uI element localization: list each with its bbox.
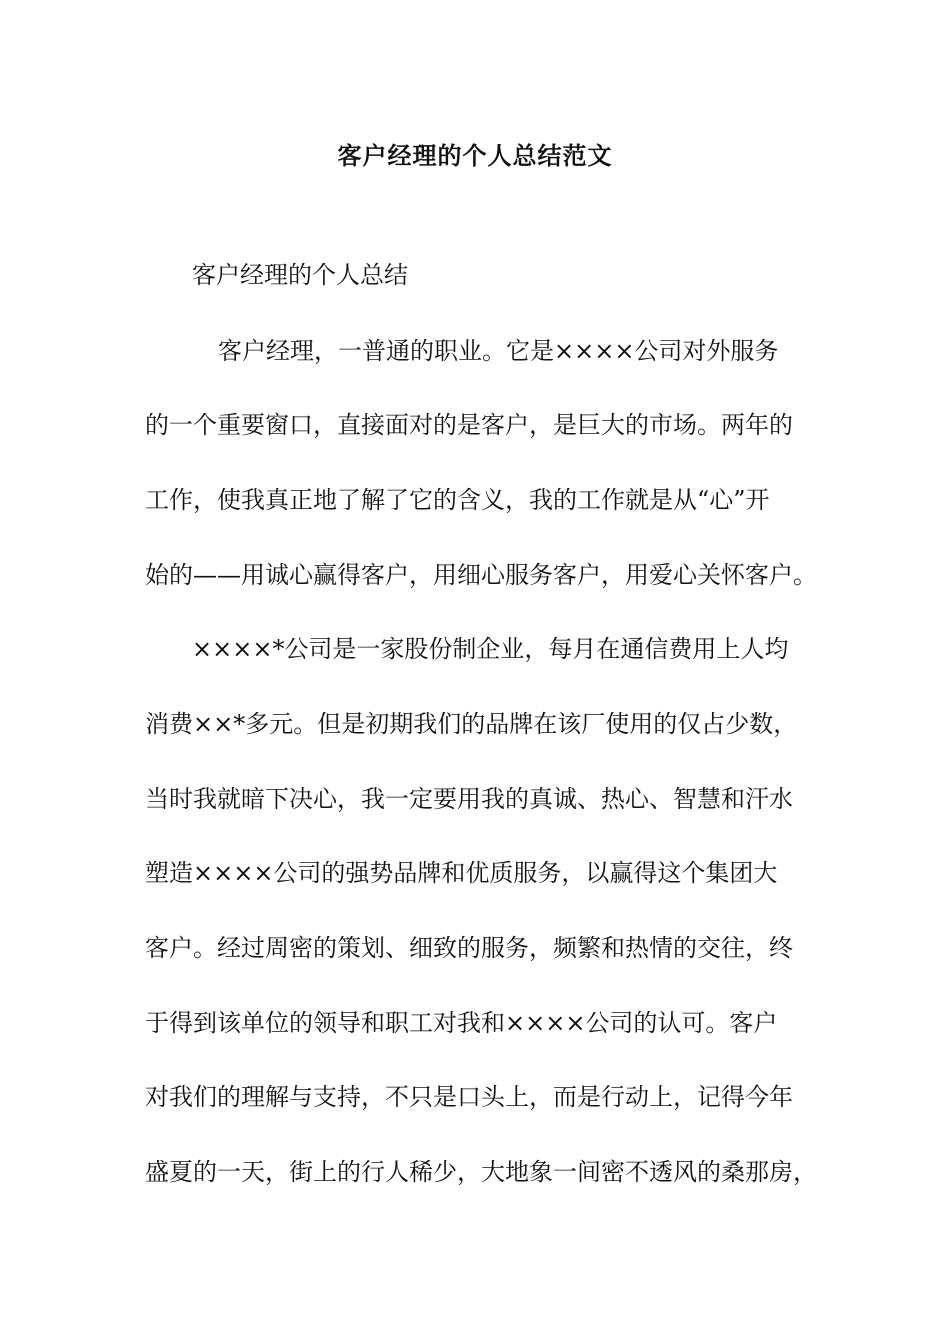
paragraph-line: 当时我就暗下决心，我一定要用我的真诚、热心、智慧和汗水 — [145, 785, 793, 813]
paragraph-line: ××××*公司是一家股份制企业，每月在通信费用上人均 — [192, 635, 789, 663]
paragraph-line: 于得到该单位的领导和职工对我和××××公司的认可。客户 — [145, 1009, 778, 1037]
paragraph-line: 消费××*多元。但是初期我们的品牌在该厂使用的仅占少数， — [145, 710, 798, 738]
paragraph-line: 工作，使我真正地了解了它的含义，我的工作就是从“心”开 — [145, 486, 770, 514]
paragraph-line: 盛夏的一天，街上的行人稀少，大地象一间密不透风的桑那房， — [145, 1158, 817, 1186]
document-title: 客户经理的个人总结范文 — [337, 141, 613, 170]
section-heading: 客户经理的个人总结 — [192, 261, 408, 289]
paragraph-line: 对我们的理解与支持，不只是口头上，而是行动上，记得今年 — [145, 1083, 793, 1111]
paragraph-line: 客户。经过周密的策划、细致的服务，频繁和热情的交往，终 — [145, 934, 793, 962]
paragraph-line: 客户经理，一普通的职业。它是××××公司对外服务 — [218, 337, 779, 365]
paragraph-line: 的一个重要窗口，直接面对的是客户，是巨大的市场。两年的 — [145, 411, 793, 439]
paragraph-line: 塑造××××公司的强势品牌和优质服务，以赢得这个集团大 — [145, 859, 778, 887]
paragraph-line: 始的——用诚心赢得客户，用细心服务客户，用爱心关怀客户。 — [145, 561, 817, 589]
